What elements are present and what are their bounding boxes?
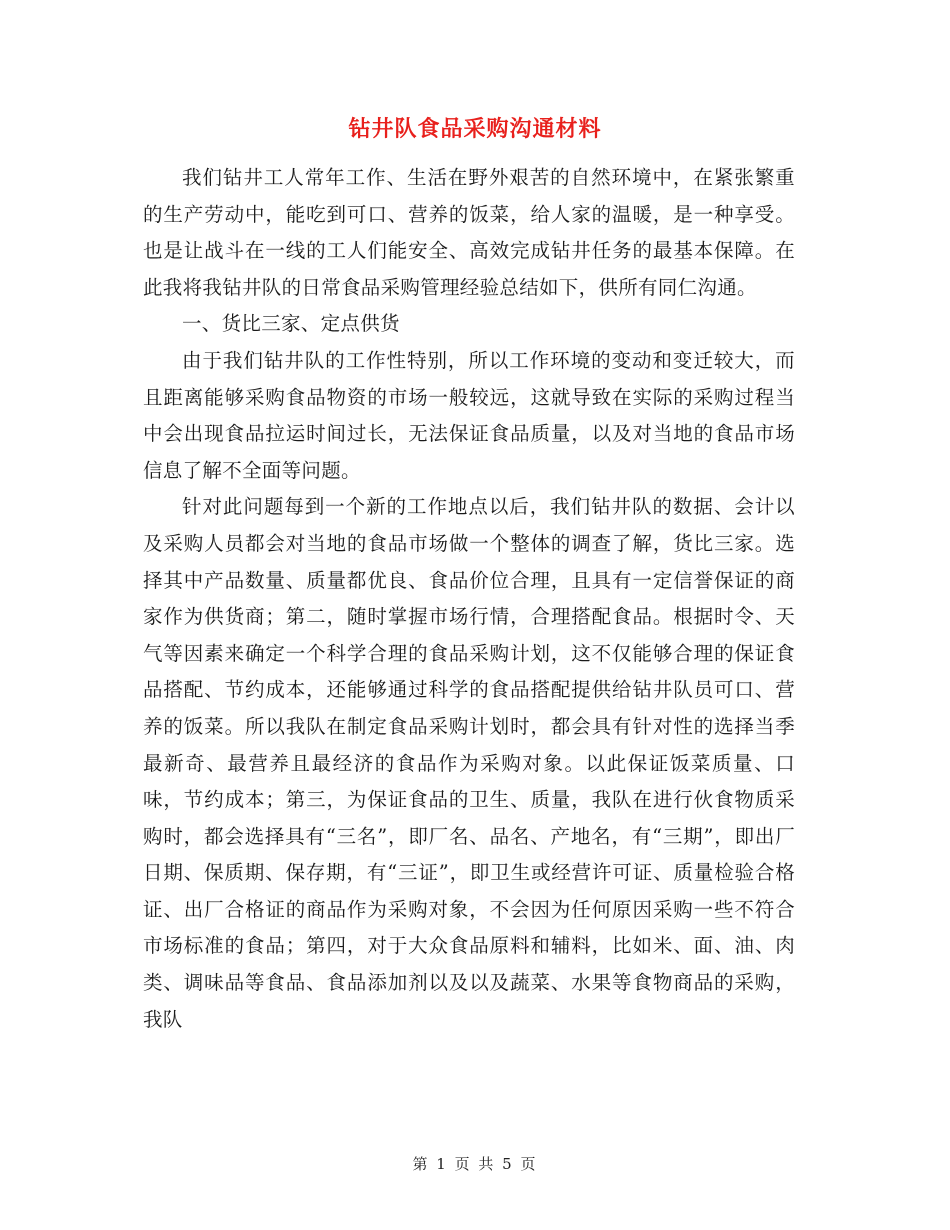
page-number-footer: 第 1 页 共 5 页	[412, 1155, 538, 1173]
paragraph-background: 由于我们钻井队的工作性特别，所以工作环境的变动和变迁较大，而且距离能够采购食品物资的市场一般较远，这就导致在实际的采购过程当中会出现食品拉运时间过长，无法保证食品质量，以及对当地的食品市场信息了解不全面等问题。	[143, 348, 795, 482]
document-body	[143, 160, 795, 1038]
document-title: 钻井队食品采购沟通材料	[348, 116, 602, 142]
paragraph-measures: 针对此问题每到一个新的工作地点以后，我们钻井队的数据、会计以及采购人员都会对当地的食品市场做一个整体的调查了解，货比三家。选择其中产品数量、质量都优良、食品价位合理，且具有一定信誉保证的商家作为供货商；第二，随时掌握市场行情，合理搭配食品。根据时令、天气等因素来确定一个科学合理的食品采购计划，这不仅能够合理的保证食品搭配、节约成本，还能够通过科学的食品搭配提供给钻井队员可口、营养的饭菜。所以我队在制定食品采购计划时，都会具有针对性的选择当季最新奇、最营养且最经济的食品作为采购对象。以此保证饭菜质量、口味，节约成本；第三，为保证食品的卫生、质量，我队在进行伙食物质采购时，都会选择具有“三名”，即厂名、品名、产地名，有“三期”，即出厂日期、保质期、保存期，有“三证”，即卫生或经营许可证、质量检验合格证、出厂合格证的商品作为采购对象，不会因为任何原因采购一些不符合市场标准的食品；第四，对于大众食品原料和辅料，比如米、面、油、肉类、调味品等食品、食品添加剂以及以及蔬菜、水果等食物商品的采购，我队	[143, 495, 795, 1031]
paragraph-intro: 我们钻井工人常年工作、生活在野外艰苦的自然环境中，在紧张繁重的生产劳动中，能吃到可口、营养的饭菜，给人家的温暖，是一种享受。也是让战斗在一线的工人们能安全、高效完成钻井任务的最基本保障。在此我将我钻井队的日常食品采购管理经验总结如下，供所有同仁沟通。	[143, 166, 795, 299]
section-heading-1: 一、货比三家、定点供货	[182, 312, 400, 336]
